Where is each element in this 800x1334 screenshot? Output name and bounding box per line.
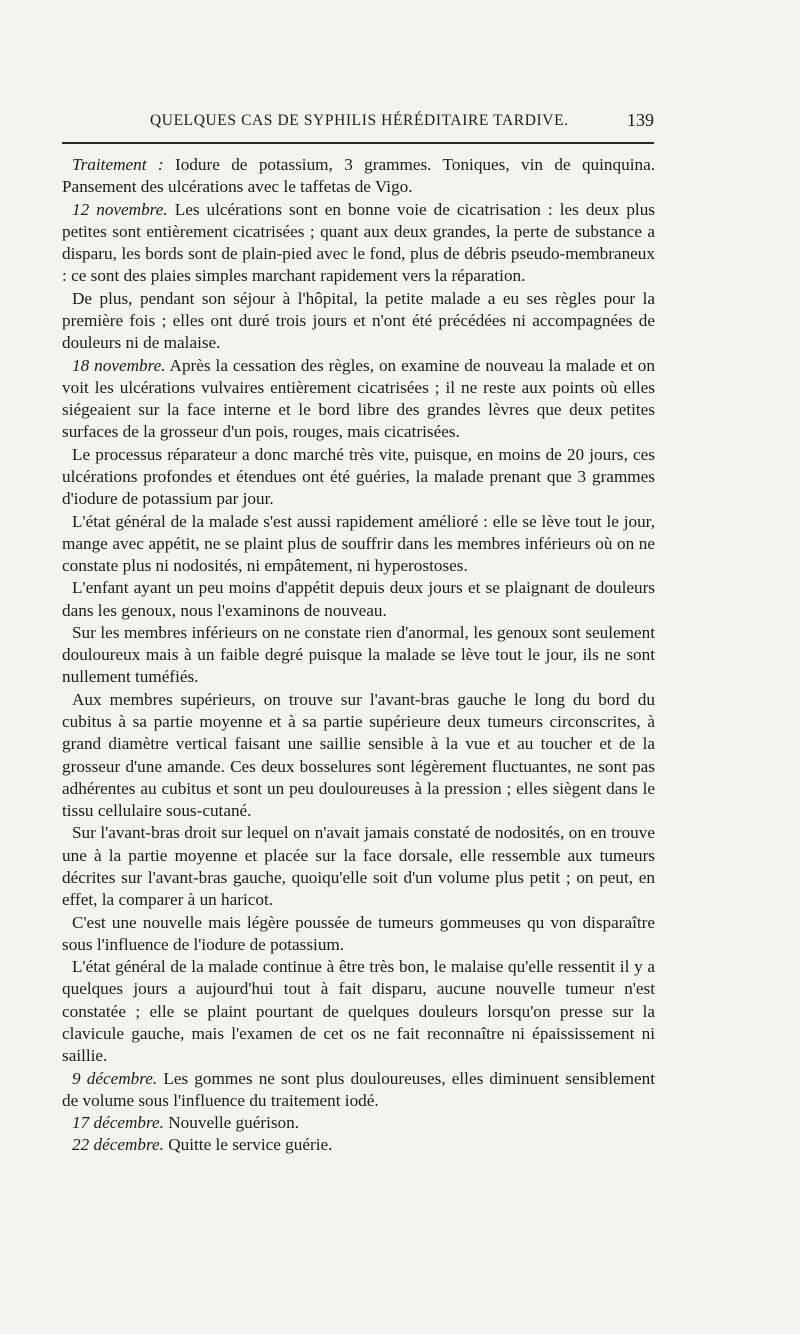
paragraph-lead: Traitement : (72, 155, 164, 174)
paragraph-text: Nouvelle guérison. (163, 1113, 300, 1133)
paragraph-text: Les ulcérations sont en bonne voie de cicatrisation : les deux plus petites sont entièrement cicatrisées ; quant aux deux grandes, la perte de substance a disparu, les bords sont de plain-pied avec le fond, plus de débris pseudo-membraneux : ce sont des plaies simples marchant rapidement vers la réparation. (62, 199, 655, 286)
running-title: QUELQUES CAS DE SYPHILIS HÉRÉDITAIRE TARDIVE. (150, 112, 569, 129)
paragraph-text: Sur l'avant-bras droit sur lequel on n'avait jamais constaté de nodosités, on en trouve une à la partie moyenne et placée sur la face dorsale, elle ressemble aux tumeurs décrites sur l'avant-bras gauche, quoiqu'elle soit d'un volume plus petit ; on peut, en effet, la comparer à un haricot. (62, 823, 655, 910)
paragraph-12-novembre (62, 199, 655, 288)
paragraph-18-novembre (62, 355, 655, 444)
paragraph-membres-inferieurs (62, 622, 655, 689)
paragraph-22-decembre (62, 1134, 655, 1156)
paragraph-membres-superieurs (62, 689, 655, 823)
paragraph-poussee (62, 912, 655, 957)
paragraph-text: Aux membres supérieurs, on trouve sur l'avant-bras gauche le long du bord du cubitus à sa partie moyenne et à sa partie supérieure deux tumeurs circonscrites, à grand diamètre vertical faisant une saillie sensible à la vue et au toucher et de la grosseur d'une amande. Ces deux bosselures sont légèrement fluctuantes, ne sont pas adhérentes au cubitus et sont un peu douloureuses à la pression ; elles siègent dans le tissu cellulaire sous-cutané. (62, 689, 655, 821)
paragraph-avant-bras-droit (62, 822, 655, 911)
paragraph-text: L'enfant ayant un peu moins d'appétit depuis deux jours et se plaignant de douleurs dans les genoux, nous l'examinons de nouveau. (62, 578, 655, 620)
running-head (60, 112, 654, 136)
paragraph-lead: 9 décembre. (72, 1068, 158, 1088)
page-number: 139 (627, 110, 654, 130)
paragraph-regles (62, 288, 655, 355)
paragraph-17-decembre (62, 1112, 655, 1134)
paragraph-traitement (62, 154, 655, 199)
paragraph-lead: 12 novembre. (72, 199, 168, 219)
paragraph-9-decembre (62, 1068, 655, 1113)
paragraph-processus (62, 444, 655, 511)
paragraph-lead: 18 novembre. (72, 355, 166, 375)
paragraph-lead: 22 décembre. (72, 1135, 164, 1155)
paragraph-text: Quitte le service guérie. (163, 1135, 333, 1155)
paragraph-text: L'état général de la malade continue à être très bon, le malaise qu'elle ressentit il y a quelques jours a aujourd'hui tout à fait disparu, aucune nouvelle tumeur n'est constatée ; elle se plaint pourtant de quelques douleurs lorsqu'on presse sur la clavicule gauche, mais l'examen de cet os ne fait reconnaître ni épaississement ni saillie. (62, 957, 655, 1066)
paragraph-text: Le processus réparateur a donc marché très vite, puisque, en moins de 20 jours, ces ulcérations profondes et étendues ont été guéries, la malade prenant que 3 grammes d'iodure de potassium par jour. (62, 444, 655, 509)
paragraph-lead: 17 décembre. (72, 1113, 164, 1133)
header-rule (62, 142, 654, 144)
paragraph-text: Iodure de potassium, 3 grammes. Toniques, vin de quinquina. Pansement des ulcérations avec le taffetas de Vigo. (62, 155, 655, 197)
paragraph-text: C'est une nouvelle mais légère poussée de tumeurs gommeuses qu von disparaître sous l'influence de l'iodure de potassium. (62, 912, 655, 954)
paragraph-text: Les gommes ne sont plus douloureuses, elles diminuent sensiblement de volume sous l'influence du traitement iodé. (62, 1068, 655, 1110)
paragraph-text: L'état général de la malade s'est aussi rapidement amélioré : elle se lève tout le jour, mange avec appétit, ne se plaint plus de souffrir dans les membres inférieurs où on ne constate plus ni nodosités, ni empâtement, ni hyperostoses. (62, 511, 655, 576)
paragraph-clavicule (62, 956, 655, 1067)
paragraph-etat-general (62, 511, 655, 578)
page-body (62, 154, 655, 1157)
paragraph-text: De plus, pendant son séjour à l'hôpital, la petite malade a eu ses règles pour la première fois ; elles ont duré trois jours et n'ont été précédées ni accompagnées de douleurs ni de malaise. (62, 288, 655, 353)
paragraph-text: Après la cessation des règles, on examine de nouveau la malade et on voit les ulcérations vulvaires entièrement cicatrisées ; il ne reste aux points où elles siégeaient sur la face interne et le bord libre des grandes lèvres que deux petites surfaces de la grosseur d'un pois, rouges, mais cicatrisées. (62, 355, 655, 442)
paragraph-text: Sur les membres inférieurs on ne constate rien d'anormal, les genoux sont seulement douloureux mais à un faible degré puisque la malade se lève tout le jour, ils ne sont nullement tuméfiés. (62, 622, 655, 687)
paragraph-enfant (62, 577, 655, 622)
